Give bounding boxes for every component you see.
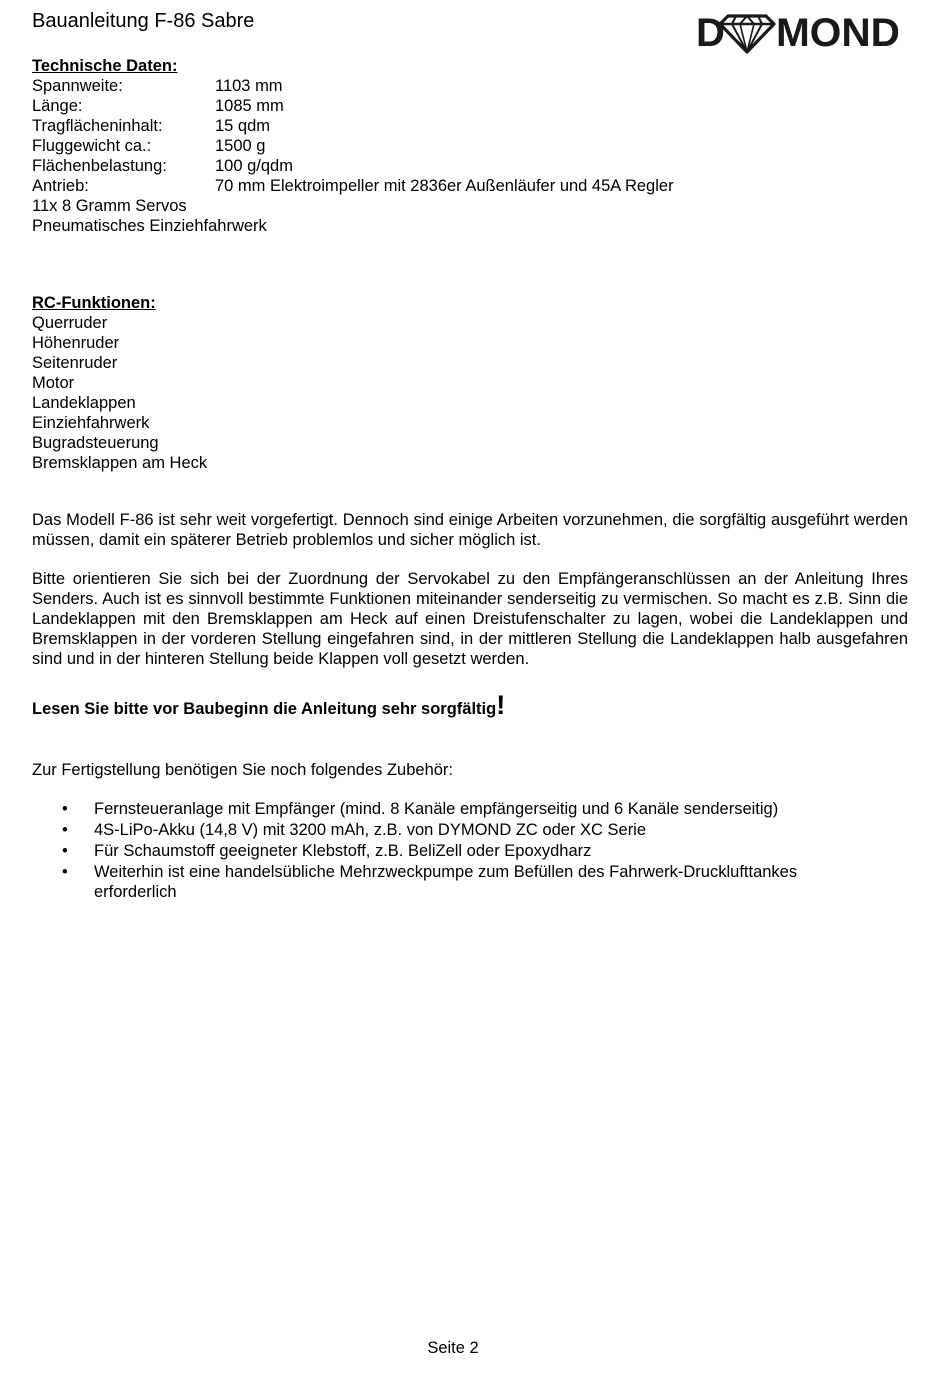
dymond-logo [696, 10, 902, 54]
spec-label: Antrieb: [32, 177, 89, 195]
warning-text: Lesen Sie bitte vor Baubeginn die Anleitung sehr sorgfältig [32, 700, 497, 718]
spec-row [32, 76, 674, 96]
document-title: Bauanleitung F-86 Sabre [32, 10, 255, 32]
spec-label: Tragflächeninhalt: [32, 117, 163, 135]
rc-function-item: Bremsklappen am Heck [32, 454, 208, 472]
list-item-text: Für Schaumstoff geeigneter Klebstoff, z.B. BeliZell oder Epoxydharz [94, 842, 592, 860]
diamond-icon [720, 16, 774, 52]
rc-function-item: Einziehfahrwerk [32, 414, 150, 432]
rc-function-item: Bugradsteuerung [32, 434, 159, 452]
spec-value: 1500 g [215, 137, 266, 155]
rc-functions-section [32, 293, 207, 473]
bullet-icon: • [62, 863, 68, 881]
rc-functions-heading: RC-Funktionen: [32, 294, 156, 312]
servo-paragraph: Bitte orientieren Sie sich bei der Zuordnung der Servokabel zu den Empfängeranschlüssen an der Anleitung Ihres Senders. Auch ist es sinnvoll bestimmte Funktionen miteinander senderseitig zu vermischen. So macht es z.B. Sinn die Landeklappen mit den Bremsklappen am Heck auf einen Dreistufenschalter zu lagen, wobei die Landeklappen und Bremsklappen in der vorderen Stellung eingefahren sind, in der mittleren Stellung die Landeklappen halb ausgefahren sind und in der hinteren Stellung beide Klappen voll gesetzt werden. [32, 570, 908, 668]
exclamation-mark: ! [496, 690, 506, 720]
intro-paragraph: Das Modell F-86 ist sehr weit vorgefertigt. Dennoch sind einige Arbeiten vorzunehmen, die sorgfältig ausgeführt werden müssen, damit ein späterer Betrieb problemlos und sicher möglich ist. [32, 511, 908, 549]
spec-value: 15 qdm [215, 117, 271, 135]
list-item-text: Fernsteueranlage mit Empfänger (mind. 8 Kanäle empfängerseitig und 6 Kanäle senderseitig) [94, 800, 779, 818]
list-item-text: 4S-LiPo-Akku (14,8 V) mit 3200 mAh, z.B. von DYMOND ZC oder XC Serie [94, 821, 647, 839]
rc-function-item: Querruder [32, 314, 108, 332]
list-item [32, 820, 908, 840]
spec-value: 70 mm Elektroimpeller mit 2836er Außenläufer und 45A Regler [215, 177, 674, 195]
spec-row [32, 176, 674, 196]
technical-data-heading: Technische Daten: [32, 57, 178, 75]
accessories-intro: Zur Fertigstellung benötigen Sie noch folgendes Zubehör: [32, 761, 454, 779]
bullet-icon: • [62, 821, 68, 839]
technical-data-section [32, 56, 674, 236]
rc-function-item: Landeklappen [32, 394, 136, 412]
spec-row [32, 96, 674, 116]
warning-line [32, 690, 505, 724]
spec-extra-line: 11x 8 Gramm Servos [32, 197, 187, 215]
list-item [32, 799, 908, 819]
spec-row [32, 156, 674, 176]
rc-function-item: Seitenruder [32, 354, 118, 372]
bullet-icon: • [62, 800, 68, 818]
list-item-text: Weiterhin ist eine handelsübliche Mehrzweckpumpe zum Befüllen des Fahrwerk-Drucklufttankes erforderlich [94, 863, 798, 901]
spec-row [32, 116, 674, 136]
rc-function-item: Motor [32, 374, 75, 392]
bullet-icon: • [62, 842, 68, 860]
list-item [32, 841, 908, 861]
spec-value: 100 g/qdm [215, 157, 293, 175]
accessories-list [32, 799, 908, 903]
svg-text:MOND: MOND [776, 11, 900, 54]
spec-label: Fluggewicht ca.: [32, 137, 152, 155]
spec-label: Flächenbelastung: [32, 157, 167, 175]
spec-row [32, 136, 674, 156]
spec-value: 1103 mm [215, 77, 283, 95]
svg-text:D: D [696, 11, 725, 54]
spec-value: 1085 mm [215, 97, 284, 115]
spec-extra-line: Pneumatisches Einziehfahrwerk [32, 217, 267, 235]
list-item [32, 862, 908, 902]
spec-label: Spannweite: [32, 77, 123, 95]
spec-label: Länge: [32, 97, 83, 115]
page-number: Seite 2 [427, 1339, 479, 1357]
rc-function-item: Höhenruder [32, 334, 120, 352]
